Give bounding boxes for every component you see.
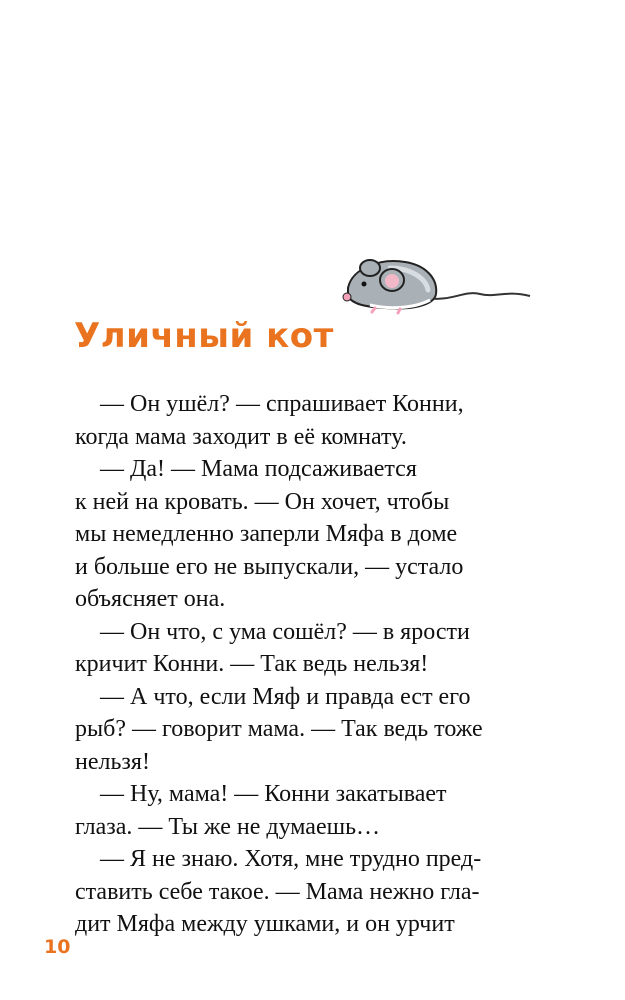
text-line: к ней на кровать. — Он хочет, чтобы xyxy=(75,488,450,515)
page-number: 10 xyxy=(44,936,71,958)
chapter-title: Уличный кот xyxy=(74,316,334,356)
text-line: мы немедленно заперли Мяфа в доме xyxy=(75,521,458,547)
text-line: кричит Конни. — Так ведь нельзя! xyxy=(75,651,429,677)
text-line: дит Мяфа между ушками, и он урчит xyxy=(75,911,455,937)
text-line: когда мама заходит в её комнату. xyxy=(75,423,407,450)
text-line: объясняет она. xyxy=(75,586,226,612)
text-line: — Да! — Мама подсаживается xyxy=(100,456,417,482)
text-line: и больше его не выпускали, — устало xyxy=(75,553,464,580)
mouse-icon xyxy=(330,250,535,320)
text-line: ставить себе такое. — Мама нежно гла- xyxy=(75,878,480,905)
text-line: — А что, если Мяф и правда ест его xyxy=(100,683,471,710)
body-text xyxy=(75,388,535,941)
text-line: нельзя! xyxy=(75,748,150,775)
text-line: глаза. — Ты же не думаешь… xyxy=(75,813,381,840)
text-line: — Он что, с ума сошёл? — в ярости xyxy=(100,618,470,645)
text-line: — Я не знаю. Хотя, мне трудно пред- xyxy=(100,846,482,872)
text-line: рыб? — говорит мама. — Так ведь тоже xyxy=(75,716,483,742)
text-line: — Ну, мама! — Конни закатывает xyxy=(100,781,447,807)
text-line: — Он ушёл? — спрашивает Конни, xyxy=(100,391,464,417)
